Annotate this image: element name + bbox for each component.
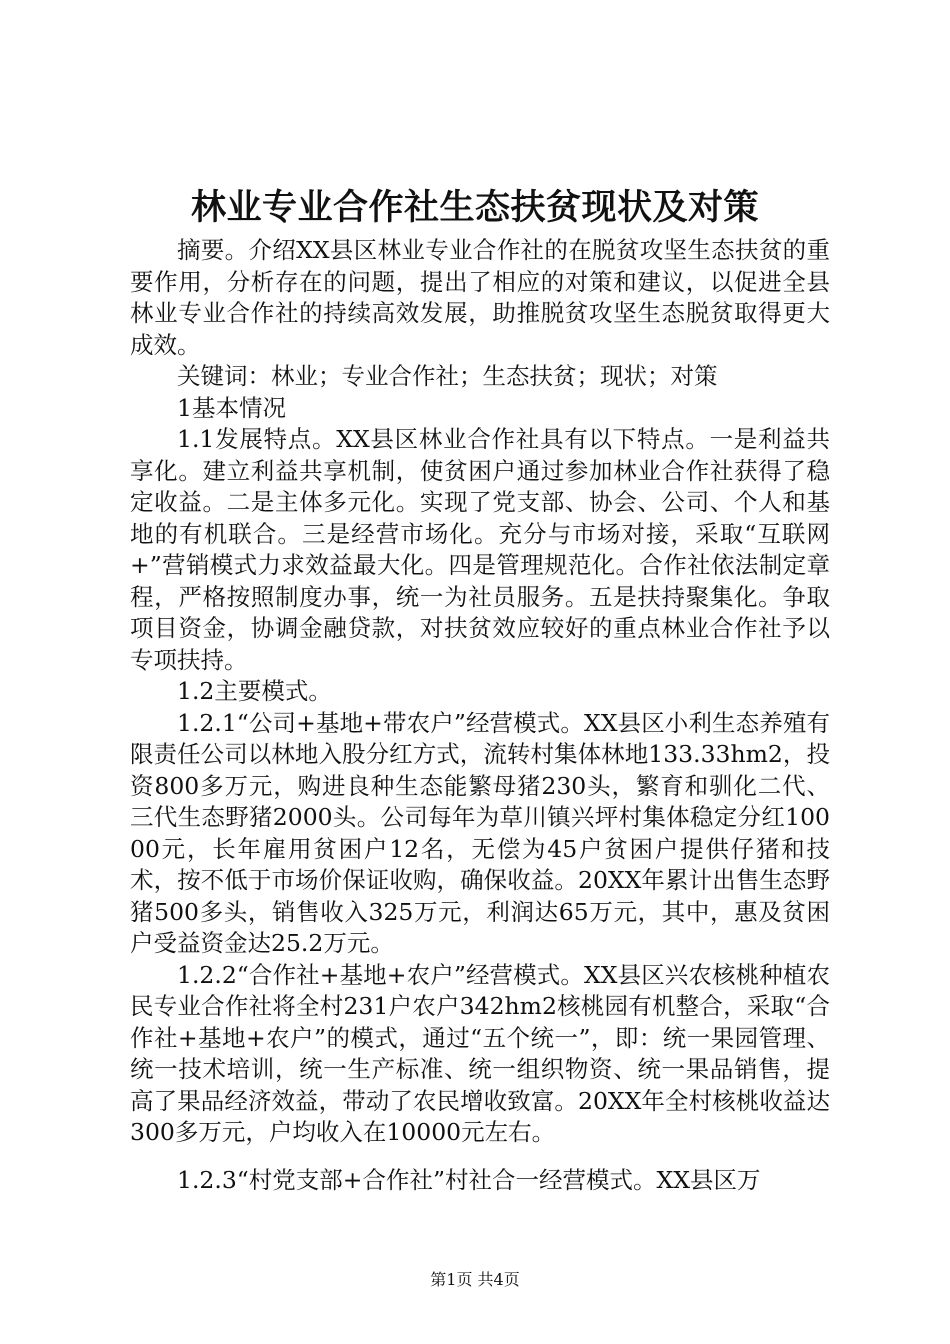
section-heading: 1基本情况 [177, 393, 286, 422]
body-paragraph: 1.2.1“公司+基地+带农户”经营模式。XX县区小利生态养殖有限责任公司以林地入股分红方式，流转村集体林地133.33hm2，投资800多万元，购进良种生态能繁母猪230头，繁育和驯化二代、三代生态野猪2000头。公司每年为草川镇兴坪村集体稳定分红10000元，长年雇用贫困户12名，无偿为45户贫困户提供仔猪和技术，按不低于市场价保证收购，确保收益。20XX年累计出售生态野猪500多头，销售收入325万元，利润达65万元，其中，惠及贫困户受益资金达25.2万元。 [130, 708, 830, 957]
subsection-heading: 1.2主要模式。 [177, 677, 332, 705]
abstract-paragraph: 摘要。介绍XX县区林业专业合作社的在脱贫攻坚生态扶贫的重要作用，分析存在的问题，提出了相应的对策和建议，以促进全县林业专业合作社的持续高效发展，助推脱贫攻坚生态脱贫取得更大成效。 [130, 236, 830, 359]
document-body [130, 235, 830, 1196]
body-paragraph: 1.1发展特点。XX县区林业合作社具有以下特点。一是利益共享化。建立利益共享机制，使贫困户通过参加林业合作社获得了稳定收益。二是主体多元化。实现了党支部、协会、公司、个人和基地的有机联合。三是经营市场化。充分与市场对接，采取“互联网+”营销模式力求效益最大化。四是管理规范化。合作社依法制定章程，严格按照制度办事，统一为社员服务。五是扶持聚集化。争取项目资金，协调金融贷款，对扶贫效应较好的重点林业合作社予以专项扶持。 [130, 425, 830, 674]
page-footer: 第1页 共4页 [430, 1270, 520, 1289]
keywords-paragraph: 关键词：林业；专业合作社；生态扶贫；现状；对策 [177, 362, 718, 390]
document-title: 林业专业合作社生态扶贫现状及对策 [190, 187, 759, 228]
body-paragraph: 1.2.3“村党支部+合作社”村社合一经营模式。XX县区万 [177, 1165, 761, 1194]
body-paragraph: 1.2.2“合作社+基地+农户”经营模式。XX县区兴农核桃种植农民专业合作社将全村231户农户342hm2核桃园有机整合，采取“合作社+基地+农户”的模式，通过“五个统一”，即：统一果园管理、统一技术培训，统一生产标准、统一组织物资、统一果品销售，提高了果品经济效益，带动了农民增收致富。20XX年全村核桃收益达300多万元，户均收入在10000元左右。 [130, 960, 830, 1146]
